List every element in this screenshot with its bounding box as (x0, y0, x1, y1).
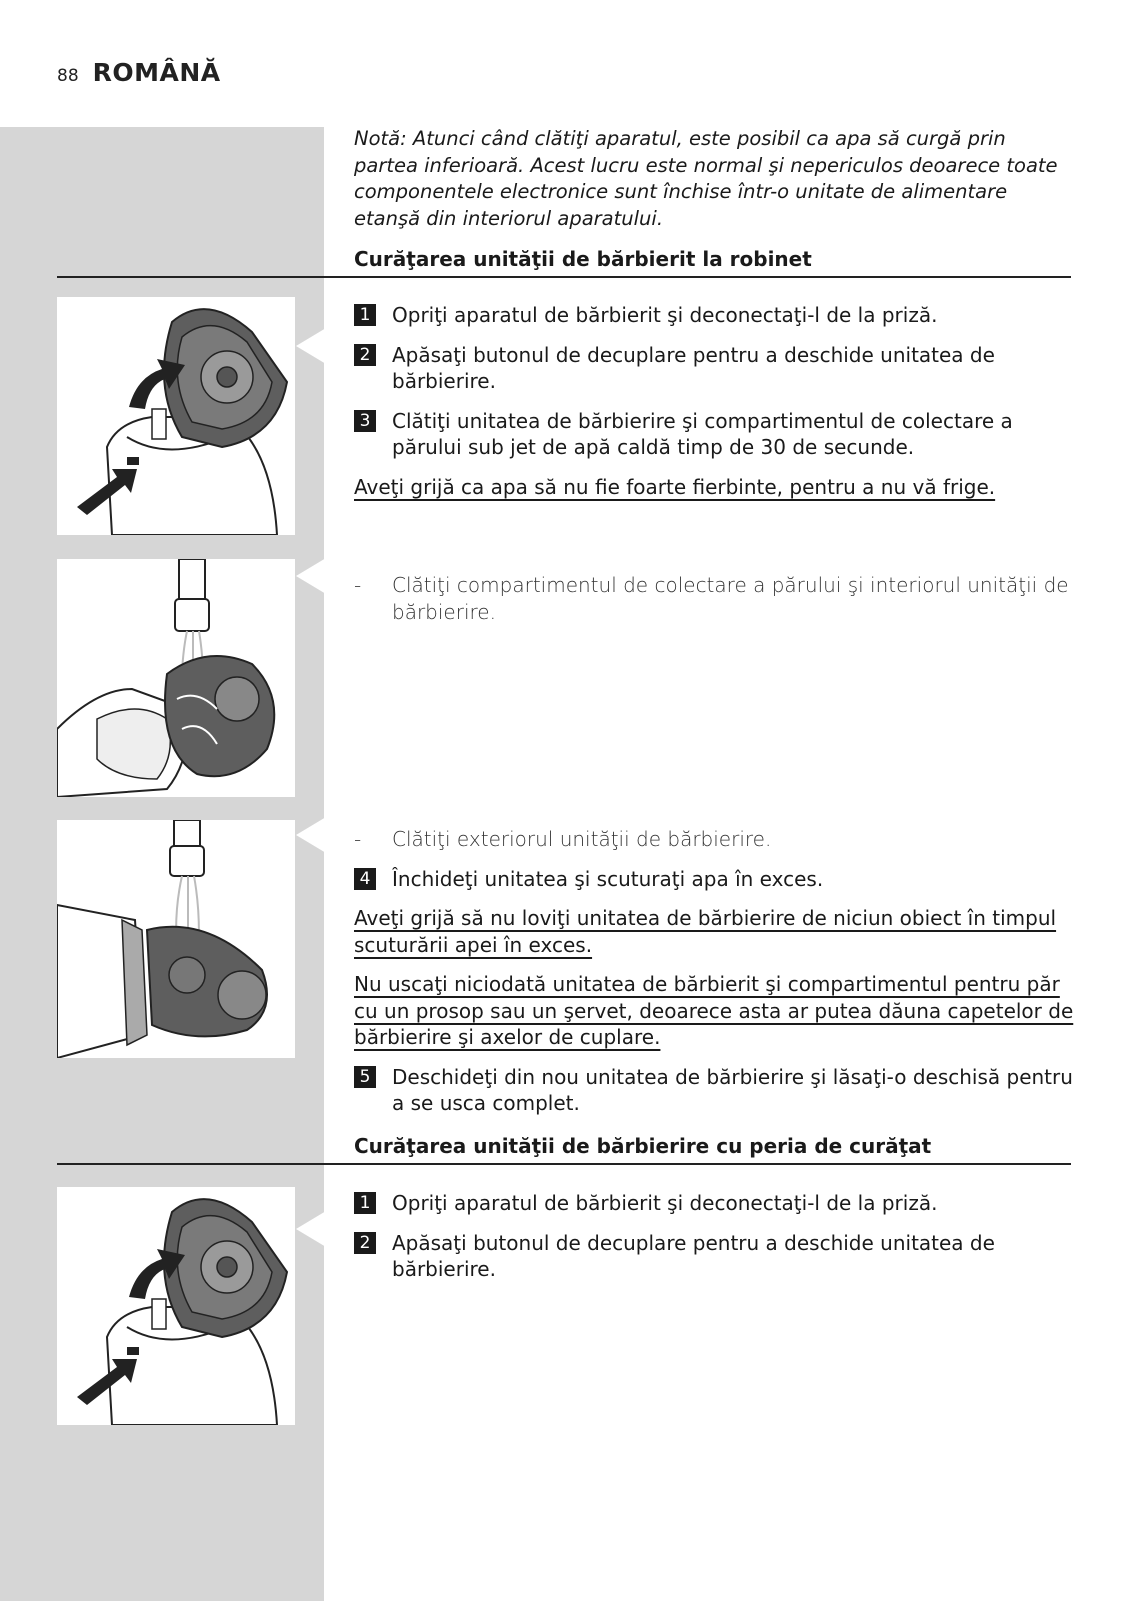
section-heading-brush-cleaning: Curăţarea unităţii de bărbierire cu peria de curăţat (354, 1134, 932, 1158)
section-divider (57, 1163, 1071, 1165)
bullet-text: Clătiţi compartimentul de colectare a părului şi interiorul unităţii de bărbierire. (392, 573, 1069, 624)
step-number: 3 (354, 410, 376, 432)
step-2 (354, 1230, 1074, 1283)
bullet-dash: - (354, 827, 362, 851)
step-text: Deschideţi din nou unitatea de bărbierire şi lăsaţi-o deschisă pentru a se usca complet. (392, 1064, 1073, 1115)
page-header (57, 58, 221, 87)
step-number: 4 (354, 868, 376, 890)
step-1 (354, 302, 1074, 329)
warning-text: Aveţi grijă ca apa să nu fie foarte fierbinte, pentru a nu vă frige. (354, 474, 996, 499)
step-text: Clătiţi unitatea de bărbierire şi compartimentul de colectare a părului sub jet de apă caldă timp de 30 de secunde. (392, 408, 1013, 459)
illustration-pointer (296, 817, 326, 853)
illustration-pointer (296, 1211, 326, 1247)
illustration-open-shaving-unit (57, 297, 295, 535)
step-text: Apăsaţi butonul de decuplare pentru a deschide unitatea de bărbierire. (392, 342, 995, 393)
illustration-open-shaving-unit-2 (57, 1187, 295, 1425)
illustration-pointer (296, 328, 326, 364)
illustration-rinse-outside (57, 820, 295, 1058)
step-text: Opriţi aparatul de bărbierit şi deconectaţi-l de la priză. (392, 1191, 938, 1215)
step-3 (354, 408, 1074, 461)
step-text: Opriţi aparatul de bărbierit şi deconectaţi-l de la priză. (392, 303, 938, 327)
step-5 (354, 1064, 1074, 1117)
bullet-dash: - (354, 573, 362, 597)
step-number: 5 (354, 1066, 376, 1088)
warning-text: Aveţi grijă să nu loviţi unitatea de bărbierire de niciun obiect în timpul scuturării apei în exces. (354, 906, 1057, 957)
step-text: Închideţi unitatea şi scuturaţi apa în exces. (392, 866, 824, 891)
bullet-item (354, 572, 1074, 625)
step-number: 1 (354, 1192, 376, 1214)
note-paragraph: Notă: Atunci când clătiţi aparatul, este posibil ca apa să curgă prin partea inferioară. Acest lucru este normal şi nepericulos deoarece toate componentele electronice sunt închise într-o unitate de alimentare etanşă din interiorul aparatului. (354, 127, 1058, 230)
step-text: Apăsaţi butonul de decuplare pentru a deschide unitatea de bărbierire. (392, 1230, 995, 1281)
step-4 (354, 866, 1074, 893)
bullet-item (354, 826, 1074, 853)
step-number: 1 (354, 304, 376, 326)
step-list-2 (354, 1190, 1074, 1283)
warning-text: Nu uscaţi niciodată unitatea de bărbierit şi compartimentul pentru păr cu un prosop sau un şervet, deoarece asta ar putea dăuna capetelor de bărbierire şi axelor de cuplare. (354, 972, 1074, 1049)
step-list-continued (354, 826, 1074, 1117)
step-number: 2 (354, 1232, 376, 1254)
section-divider (57, 276, 1071, 278)
illustration-rinse-inside (57, 559, 295, 797)
section-heading-tap-cleaning: Curăţarea unităţii de bărbierit la robinet (354, 247, 812, 271)
step-number: 2 (354, 344, 376, 366)
step-list (354, 302, 1074, 500)
bullet-text: Clătiţi exteriorul unităţii de bărbierire. (392, 827, 772, 851)
step-2 (354, 342, 1074, 395)
page-title: ROMÂNĂ (92, 58, 221, 87)
step-1 (354, 1190, 1074, 1217)
illustration-pointer (296, 558, 326, 594)
page-number: 88 (57, 66, 79, 86)
